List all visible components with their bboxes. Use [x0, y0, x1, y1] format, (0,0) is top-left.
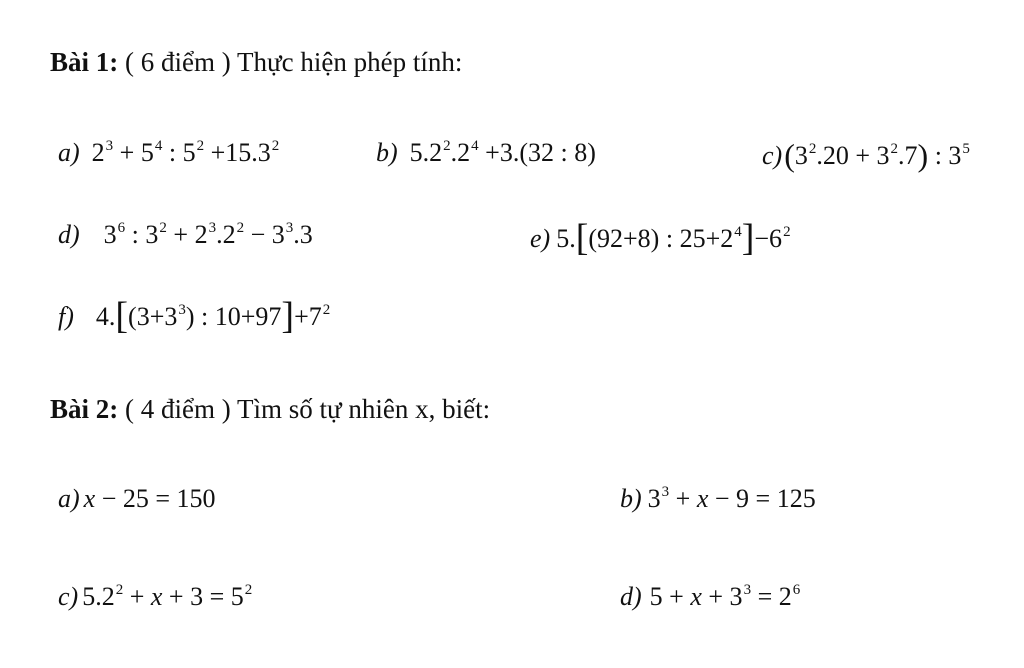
expression: $5 + x + 3^3 = 2^6$	[649, 582, 801, 611]
expression: 5.[(92+8) : $25+2^4]-6^2$	[556, 217, 791, 259]
problem-1c	[762, 138, 970, 175]
problem-label: c)	[58, 582, 79, 611]
problem-1e	[530, 217, 791, 259]
expression: $2^3 + 5^4$ : $5^2 +15.3^2$	[91, 138, 280, 167]
problem-2b	[620, 484, 816, 518]
expression: $5.2^2.2^4 +3.(32$ : 8)	[409, 138, 596, 167]
problem-1d	[58, 220, 313, 254]
expression: $(3^2.20 + 3^2.7)$ : $3^5$	[784, 137, 970, 173]
problem-label: d)	[58, 220, 80, 249]
expression: x − 25 = 150	[83, 484, 216, 513]
problem-2a	[58, 484, 216, 514]
exercise-1-heading	[50, 46, 462, 78]
problem-label: b)	[376, 138, 398, 167]
problem-label: c)	[762, 141, 783, 170]
exercise-1-description: ( 6 điểm ) Thực hiện phép tính:	[118, 47, 463, 77]
problem-label: e)	[530, 224, 551, 253]
exercise-2-heading	[50, 393, 490, 425]
problem-1b	[376, 138, 596, 172]
expression: $5.2^2 + x + 3 = 5^2$	[82, 582, 253, 611]
exercise-2-description: ( 4 điểm ) Tìm số tự nhiên x, biết:	[118, 394, 491, 424]
exercise-1-title: Bài 1:	[50, 47, 119, 77]
problem-2d	[620, 582, 800, 616]
exercise-2-title: Bài 2:	[50, 394, 119, 424]
problem-2c	[58, 582, 252, 616]
problem-label: a)	[58, 484, 80, 513]
expression: $4.[(3+3^3)$ : $10+97]+7^2$	[95, 295, 331, 337]
problem-1f	[58, 295, 331, 337]
problem-label: d)	[620, 582, 642, 611]
problem-1a	[58, 138, 279, 172]
problem-label: f)	[58, 302, 74, 331]
problem-label: a)	[58, 138, 80, 167]
expression: $3^3 + x - 9 = 125$	[647, 484, 816, 513]
expression: $3^6$ : $3^2 + 2^3.2^2 - 3^3.3$	[103, 220, 313, 249]
problem-label: b)	[620, 484, 642, 513]
